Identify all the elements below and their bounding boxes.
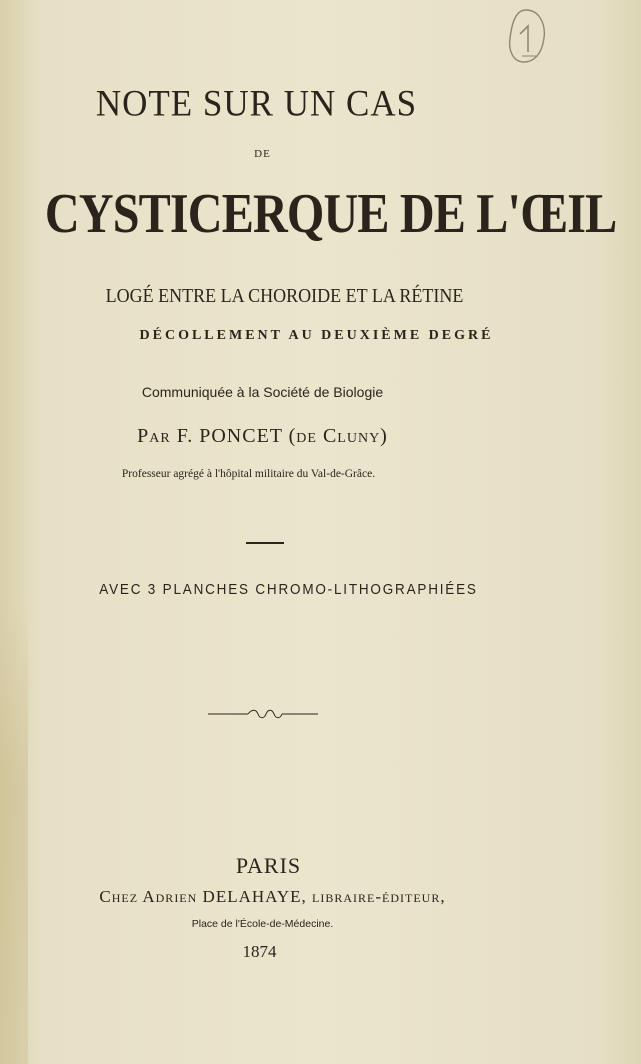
imprint-address: Place de l'École-de-Médecine.	[191, 918, 334, 930]
subtitle-location: LOGÉ ENTRE LA CHOROIDE ET LA RÉTINE	[105, 285, 464, 307]
paper-stain	[0, 600, 28, 1064]
author-title: Professeur agrégé à l'hôpital militaire du Val-de-Grâce.	[121, 468, 376, 480]
subtitle-detachment: DÉCOLLEMENT AU DEUXIÈME DEGRÉ	[139, 328, 494, 343]
title-connector: DE	[254, 148, 271, 160]
main-title: CYSTICERQUE DE L'ŒIL	[44, 183, 617, 245]
library-stamp-icon	[504, 6, 548, 66]
plates-note: AVEC 3 PLANCHES CHROMO-LITHOGRAPHIÉES	[99, 581, 478, 598]
title-line-1: NOTE SUR UN CAS	[95, 83, 418, 124]
imprint-city: PARIS	[235, 853, 302, 878]
divider-rule	[246, 542, 284, 544]
imprint-publisher: Chez Adrien DELAHAYE, libraire-éditeur,	[99, 887, 446, 906]
communication-note: Communiquée à la Société de Biologie	[141, 384, 384, 400]
imprint-year: 1874	[242, 942, 277, 961]
ornament-divider-icon	[208, 708, 318, 720]
author-line: Par F. PONCET (de Cluny)	[137, 425, 388, 447]
